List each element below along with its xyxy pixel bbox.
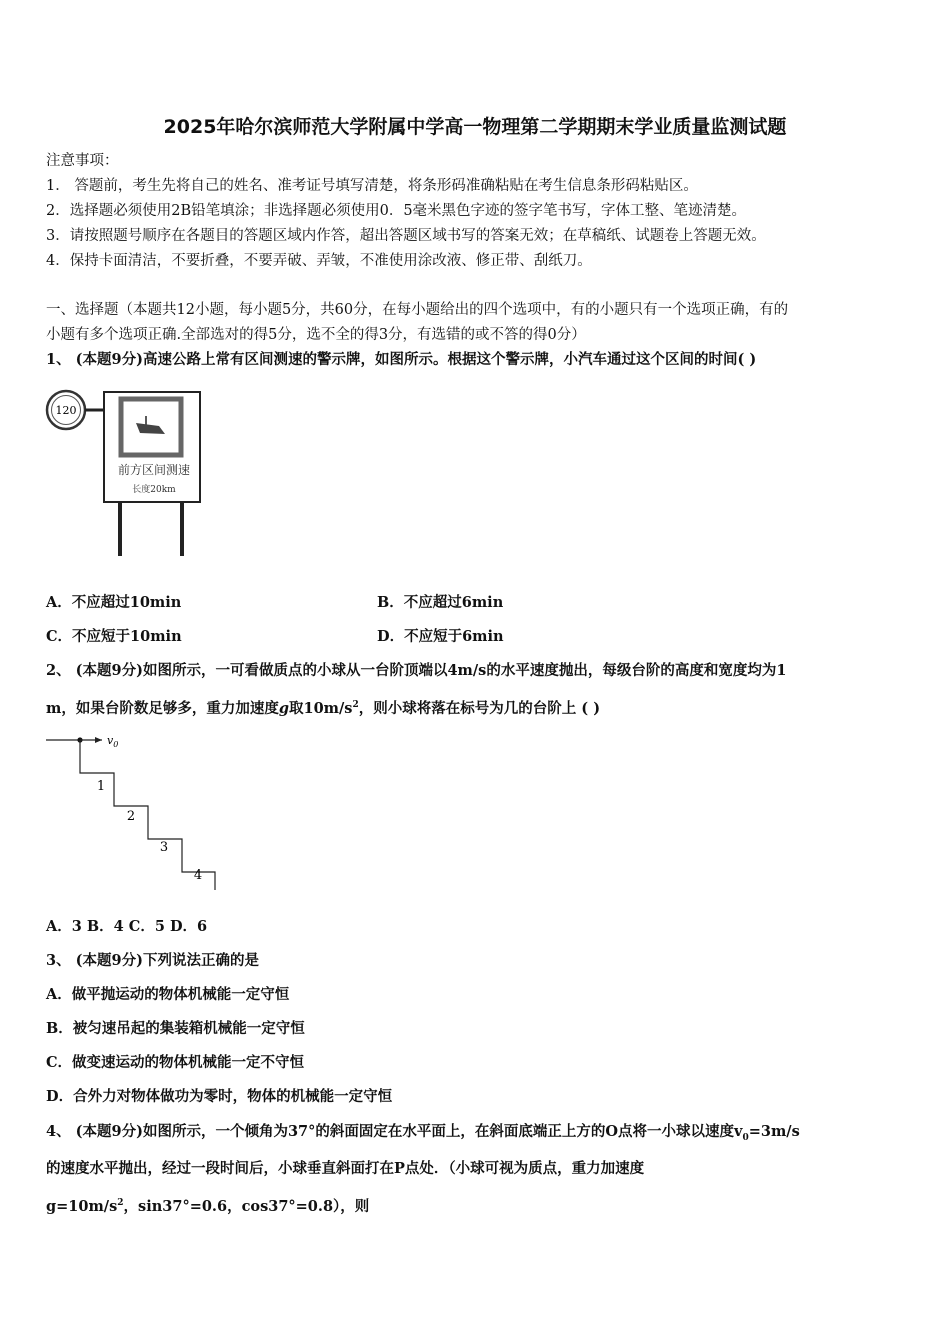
notice-item-1: 1． 答题前，考生先将自己的姓名、准考证号填写清楚，将条形码准确粘贴在考生信息条形码粘贴区。	[46, 178, 698, 194]
q4-stem-line-3: $g=10m/s^2$，sin37°=0.6，cos37°=0.8），则	[46, 1198, 370, 1215]
section-1-header-line-2: 小题有多个选项正确.全部选对的得5分，选不全的得3分，有选错的或不答的得0分）	[46, 327, 586, 343]
page-title: 2025年哈尔滨师范大学附属中学高一物理第二学期期末学业质量监测试题	[163, 116, 787, 138]
q3-stem: 3、 (本题9分)下列说法正确的是	[46, 952, 259, 969]
step-label-1: 1	[96, 779, 106, 794]
q2-staircase-figure	[44, 728, 224, 894]
q3-option-c: C．做变速运动的物体机械能一定不守恒	[46, 1054, 305, 1071]
velocity-label: $v_0$	[107, 734, 119, 749]
q1-option-d: D．不应短于6min	[377, 628, 504, 645]
step-label-3: 3	[159, 840, 169, 855]
q1-stem: 1、 (本题9分)高速公路上常有区间测速的警示牌，如图所示。根据这个警示牌，小汽车通过这个区间的时间( )	[46, 351, 757, 368]
q1-option-a: A．不应超过10min	[46, 594, 182, 611]
q3-option-d: D．合外力对物体做功为零时，物体的机械能一定守恒	[46, 1088, 393, 1105]
q4-stem-line-2: 的速度水平抛出，经过一段时间后，小球垂直斜面打在P点处．（小球可视为质点，重力加速度	[46, 1160, 645, 1177]
notice-item-3: 3．请按照题号顺序在各题目的答题区域内作答，超出答题区域书写的答案无效；在草稿纸、试题卷上答题无效。	[46, 228, 766, 244]
notice-item-4: 4．保持卡面清洁，不要折叠，不要弄破、弄皱，不准使用涂改液、修正带、刮纸刀。	[46, 253, 592, 269]
q1-option-b: B．不应超过6min	[377, 594, 504, 611]
notice-item-2: 2．选择题必须使用2B铅笔填涂；非选择题必须使用0．5毫米黑色字迹的签字笔书写，字体工整、笔迹清楚。	[46, 203, 747, 219]
q2-options: A．3 B．4 C．5 D．6	[46, 918, 208, 935]
arrow-head-icon	[95, 737, 102, 743]
q1-option-c: C．不应短于10min	[46, 628, 182, 645]
q4-stem-line-1: 4、 (本题9分)如图所示，一个倾角为37°的斜面固定在水平面上，在斜面底端正上方的O点将一小球以速度$v_0=3m/s$	[46, 1123, 800, 1143]
step-label-2: 2	[126, 809, 136, 824]
sign-length: 长度20km	[132, 485, 176, 495]
notice-heading: 注意事项：	[46, 153, 119, 169]
q1-speed-sign-figure	[44, 386, 214, 562]
sign-text: 前方区间测速	[117, 463, 191, 477]
step-label-4: 4	[193, 868, 203, 883]
q3-option-b: B．被匀速吊起的集装箱机械能一定守恒	[46, 1020, 305, 1037]
q3-option-a: A．做平抛运动的物体机械能一定守恒	[46, 986, 290, 1003]
speed-limit-value: 120	[55, 404, 77, 417]
q2-stem-line-1: 2、 (本题9分)如图所示，一可看做质点的小球从一台阶顶端以4m/s的水平速度抛出，每级台阶的高度和宽度均为1	[46, 662, 787, 679]
q2-stem-line-2: m，如果台阶数足够多，重力加速度g取$10m/s^2$，则小球将落在标号为几的台阶上 ( )	[46, 700, 601, 717]
section-1-header-line-1: 一、选择题（本题共12小题，每小题5分，共60分，在每小题给出的四个选项中，有的小题只有一个选项正确，有的	[46, 302, 789, 318]
